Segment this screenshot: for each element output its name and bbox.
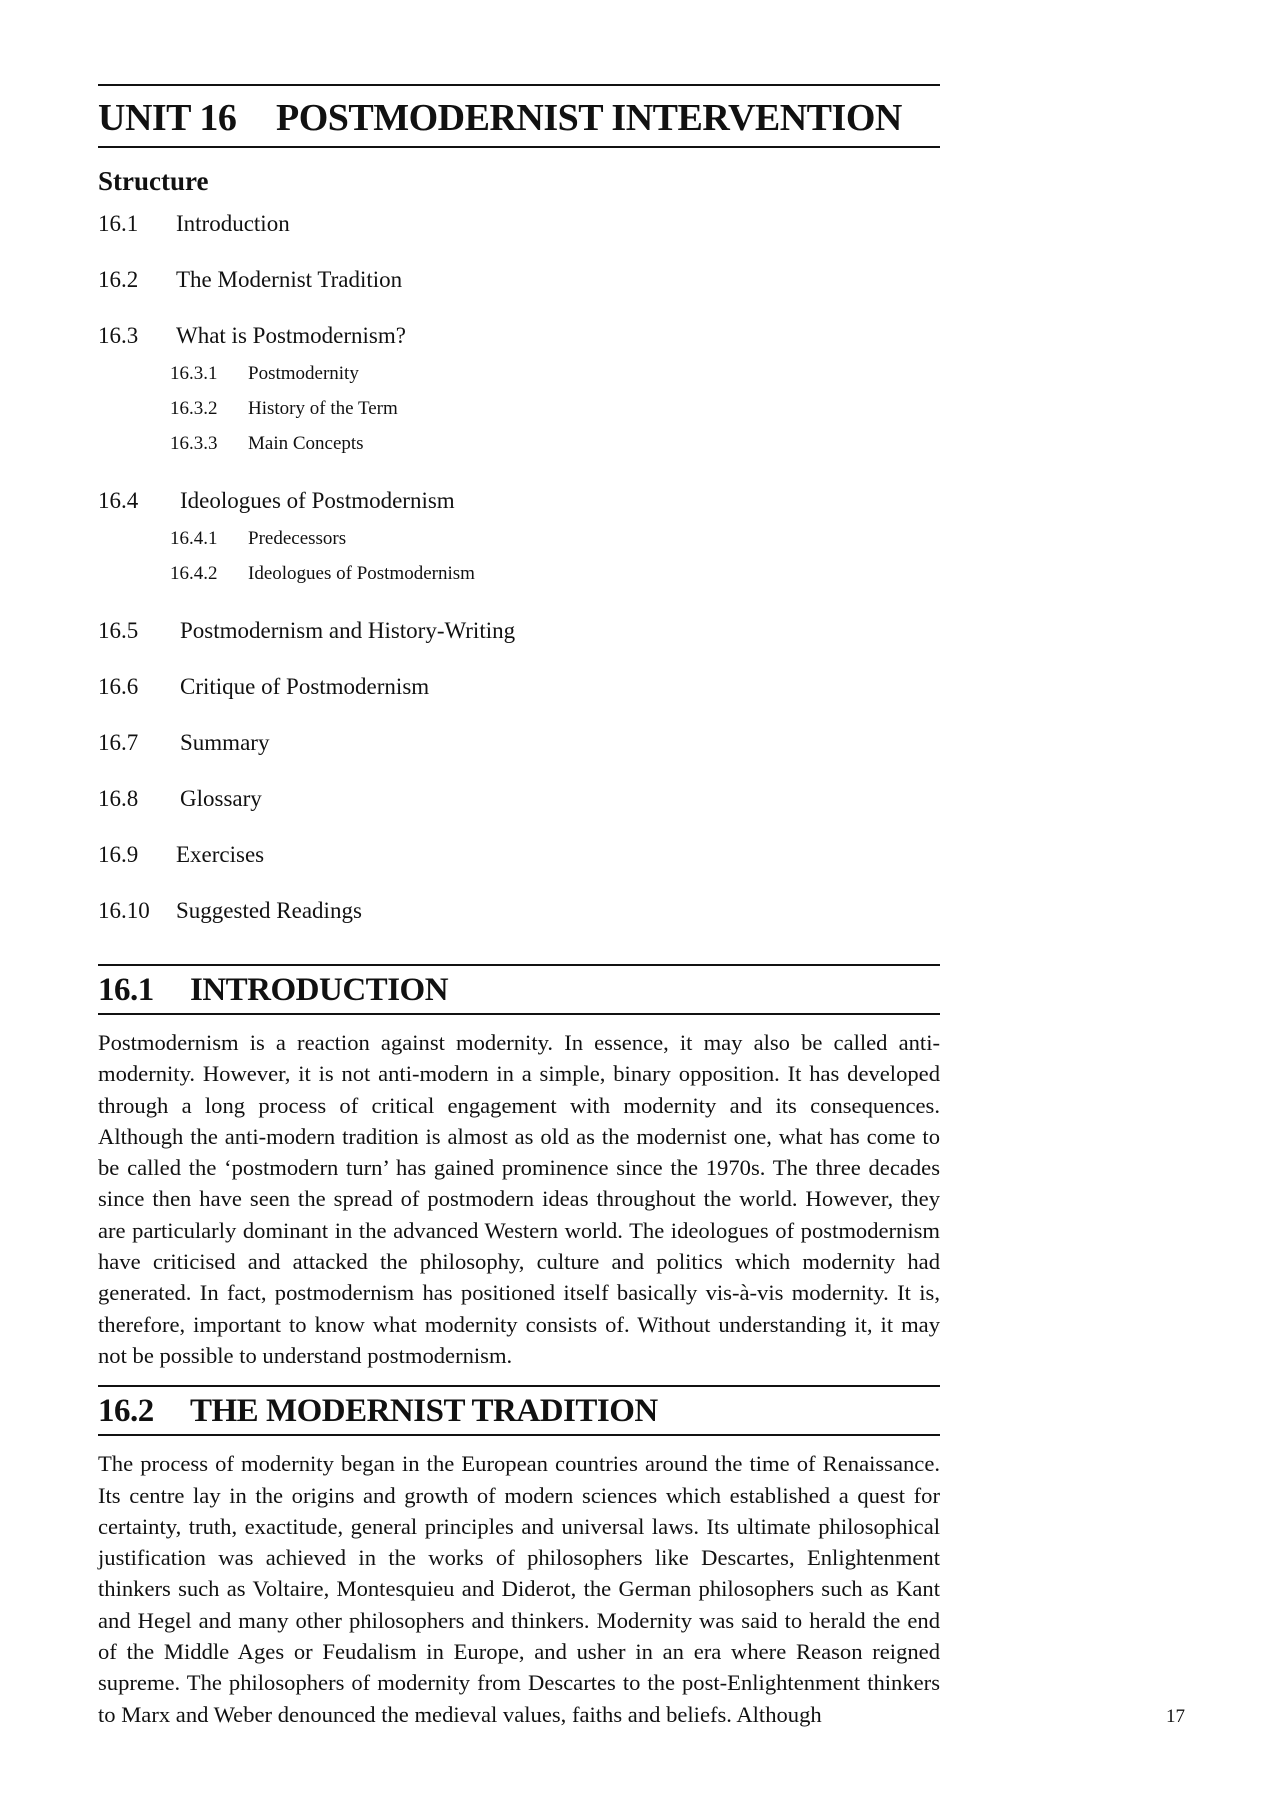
- toc-item-number: 16.3: [98, 323, 139, 348]
- toc-subitem-label: Main Concepts: [248, 433, 364, 454]
- toc-item: [98, 211, 940, 267]
- modernist-tradition-paragraph: The process of modernity began in the European countries around the time of Renaissance. Its centre lay in the origins and growth of modern sciences which established a quest for certainty, truth, exactitude, general principles and universal laws. Its ultimate philosophical justification was achieved in the works of philosophers like Descartes, Enlightenment thinkers such as Voltaire, Montesquieu and Diderot, the German philosophers such as Kant and Hegel and many other philosophers and thinkers. Modernity was said to herald the end of the Middle Ages or Feudalism in Europe, and usher in an era where Reason reigned supreme. The philosophers of modernity from Descartes to the post-Enlightenment thinkers to Marx and Weber denounced the medieval values, faiths and beliefs. Although: [98, 1451, 940, 1727]
- toc-item-number: 16.4: [98, 488, 139, 513]
- toc-subitem: [98, 528, 940, 563]
- toc-subitem: [98, 398, 940, 433]
- introduction-paragraph: Postmodernism is a reaction against modernity. In essence, it may also be called anti-modernity. However, it is not anti-modern in a simple, binary opposition. It has developed through a long process of critical engagement with modernity and its consequences. Although the anti-modern tradition is almost as old as the modernist one, what has come to be called the ‘postmodern turn’ has gained prominence since the 1970s. The three decades since then have seen the spread of postmodern ideas throughout the world. However, they are particularly dominant in the advanced Western world. The ideologues of postmodernism have criticised and attacked the philosophy, culture and politics which modernity had generated. In fact, postmodernism has positioned itself basically vis-à-vis modernity. It is, therefore, important to know what modernity consists of. Without understanding it, it may not be possible to understand postmodernism.: [98, 1030, 940, 1368]
- toc-subitem: [98, 433, 940, 468]
- toc-subitem-number: 16.3.2: [170, 398, 218, 419]
- toc-item-number: 16.7: [98, 730, 139, 755]
- toc-item: [98, 842, 940, 898]
- document-page: [98, 84, 940, 1744]
- table-of-contents: [98, 211, 940, 954]
- toc-item-label: Summary: [180, 730, 270, 755]
- toc-subitem-number: 16.4.2: [170, 563, 218, 584]
- toc-sublist: [98, 528, 940, 598]
- toc-item-number: 16.9: [98, 842, 139, 867]
- toc-subitem-label: Postmodernity: [248, 363, 359, 384]
- toc-subitem: [98, 363, 940, 398]
- toc-item: [98, 618, 940, 674]
- toc-subitem-number: 16.3.1: [170, 363, 218, 384]
- section-number: 16.2: [98, 1393, 154, 1430]
- toc-item: [98, 898, 940, 954]
- toc-item-number: 16.10: [98, 898, 150, 923]
- section-number: 16.1: [98, 972, 154, 1008]
- toc-item-label: Critique of Postmodernism: [180, 674, 430, 699]
- toc-item-label: What is Postmodernism?: [176, 323, 406, 348]
- toc-sublist: [98, 363, 940, 468]
- unit-title-text: POSTMODERNIST INTERVENTION: [276, 97, 902, 139]
- toc-item-number: 16.6: [98, 674, 139, 699]
- toc-item: [98, 730, 940, 786]
- unit-number: UNIT 16: [98, 97, 237, 139]
- section-heading-introduction: [98, 964, 940, 1015]
- section-title: INTRODUCTION: [190, 972, 449, 1008]
- toc-subitem-label: Ideologues of Postmodernism: [248, 563, 475, 584]
- toc-subitem-label: History of the Term: [248, 398, 398, 419]
- section-title: THE MODERNIST TRADITION: [190, 1393, 658, 1430]
- unit-title: [98, 84, 940, 148]
- toc-subitem-label: Predecessors: [248, 528, 347, 549]
- toc-item-number: 16.8: [98, 786, 139, 811]
- toc-item: [98, 267, 940, 323]
- toc-item-number: 16.2: [98, 267, 139, 292]
- toc-item-label: Glossary: [180, 786, 262, 811]
- section-heading-modernist-tradition: [98, 1385, 940, 1436]
- toc-item: [98, 786, 940, 842]
- toc-item-number: 16.1: [98, 211, 139, 236]
- toc-item-label: Introduction: [176, 211, 290, 236]
- toc-subitem: [98, 563, 940, 598]
- toc-subitem-number: 16.3.3: [170, 433, 218, 454]
- toc-item-label: Ideologues of Postmodernism: [180, 488, 455, 513]
- toc-item-label: The Modernist Tradition: [176, 267, 403, 292]
- toc-item-label: Postmodernism and History-Writing: [180, 618, 516, 643]
- page-number: 17: [1166, 1706, 1185, 1727]
- toc-item-label: Exercises: [176, 842, 265, 867]
- toc-subitem-number: 16.4.1: [170, 528, 218, 549]
- toc-item-number: 16.5: [98, 618, 139, 643]
- structure-heading: Structure: [98, 166, 209, 196]
- toc-item: [98, 674, 940, 730]
- toc-item-label: Suggested Readings: [176, 898, 362, 923]
